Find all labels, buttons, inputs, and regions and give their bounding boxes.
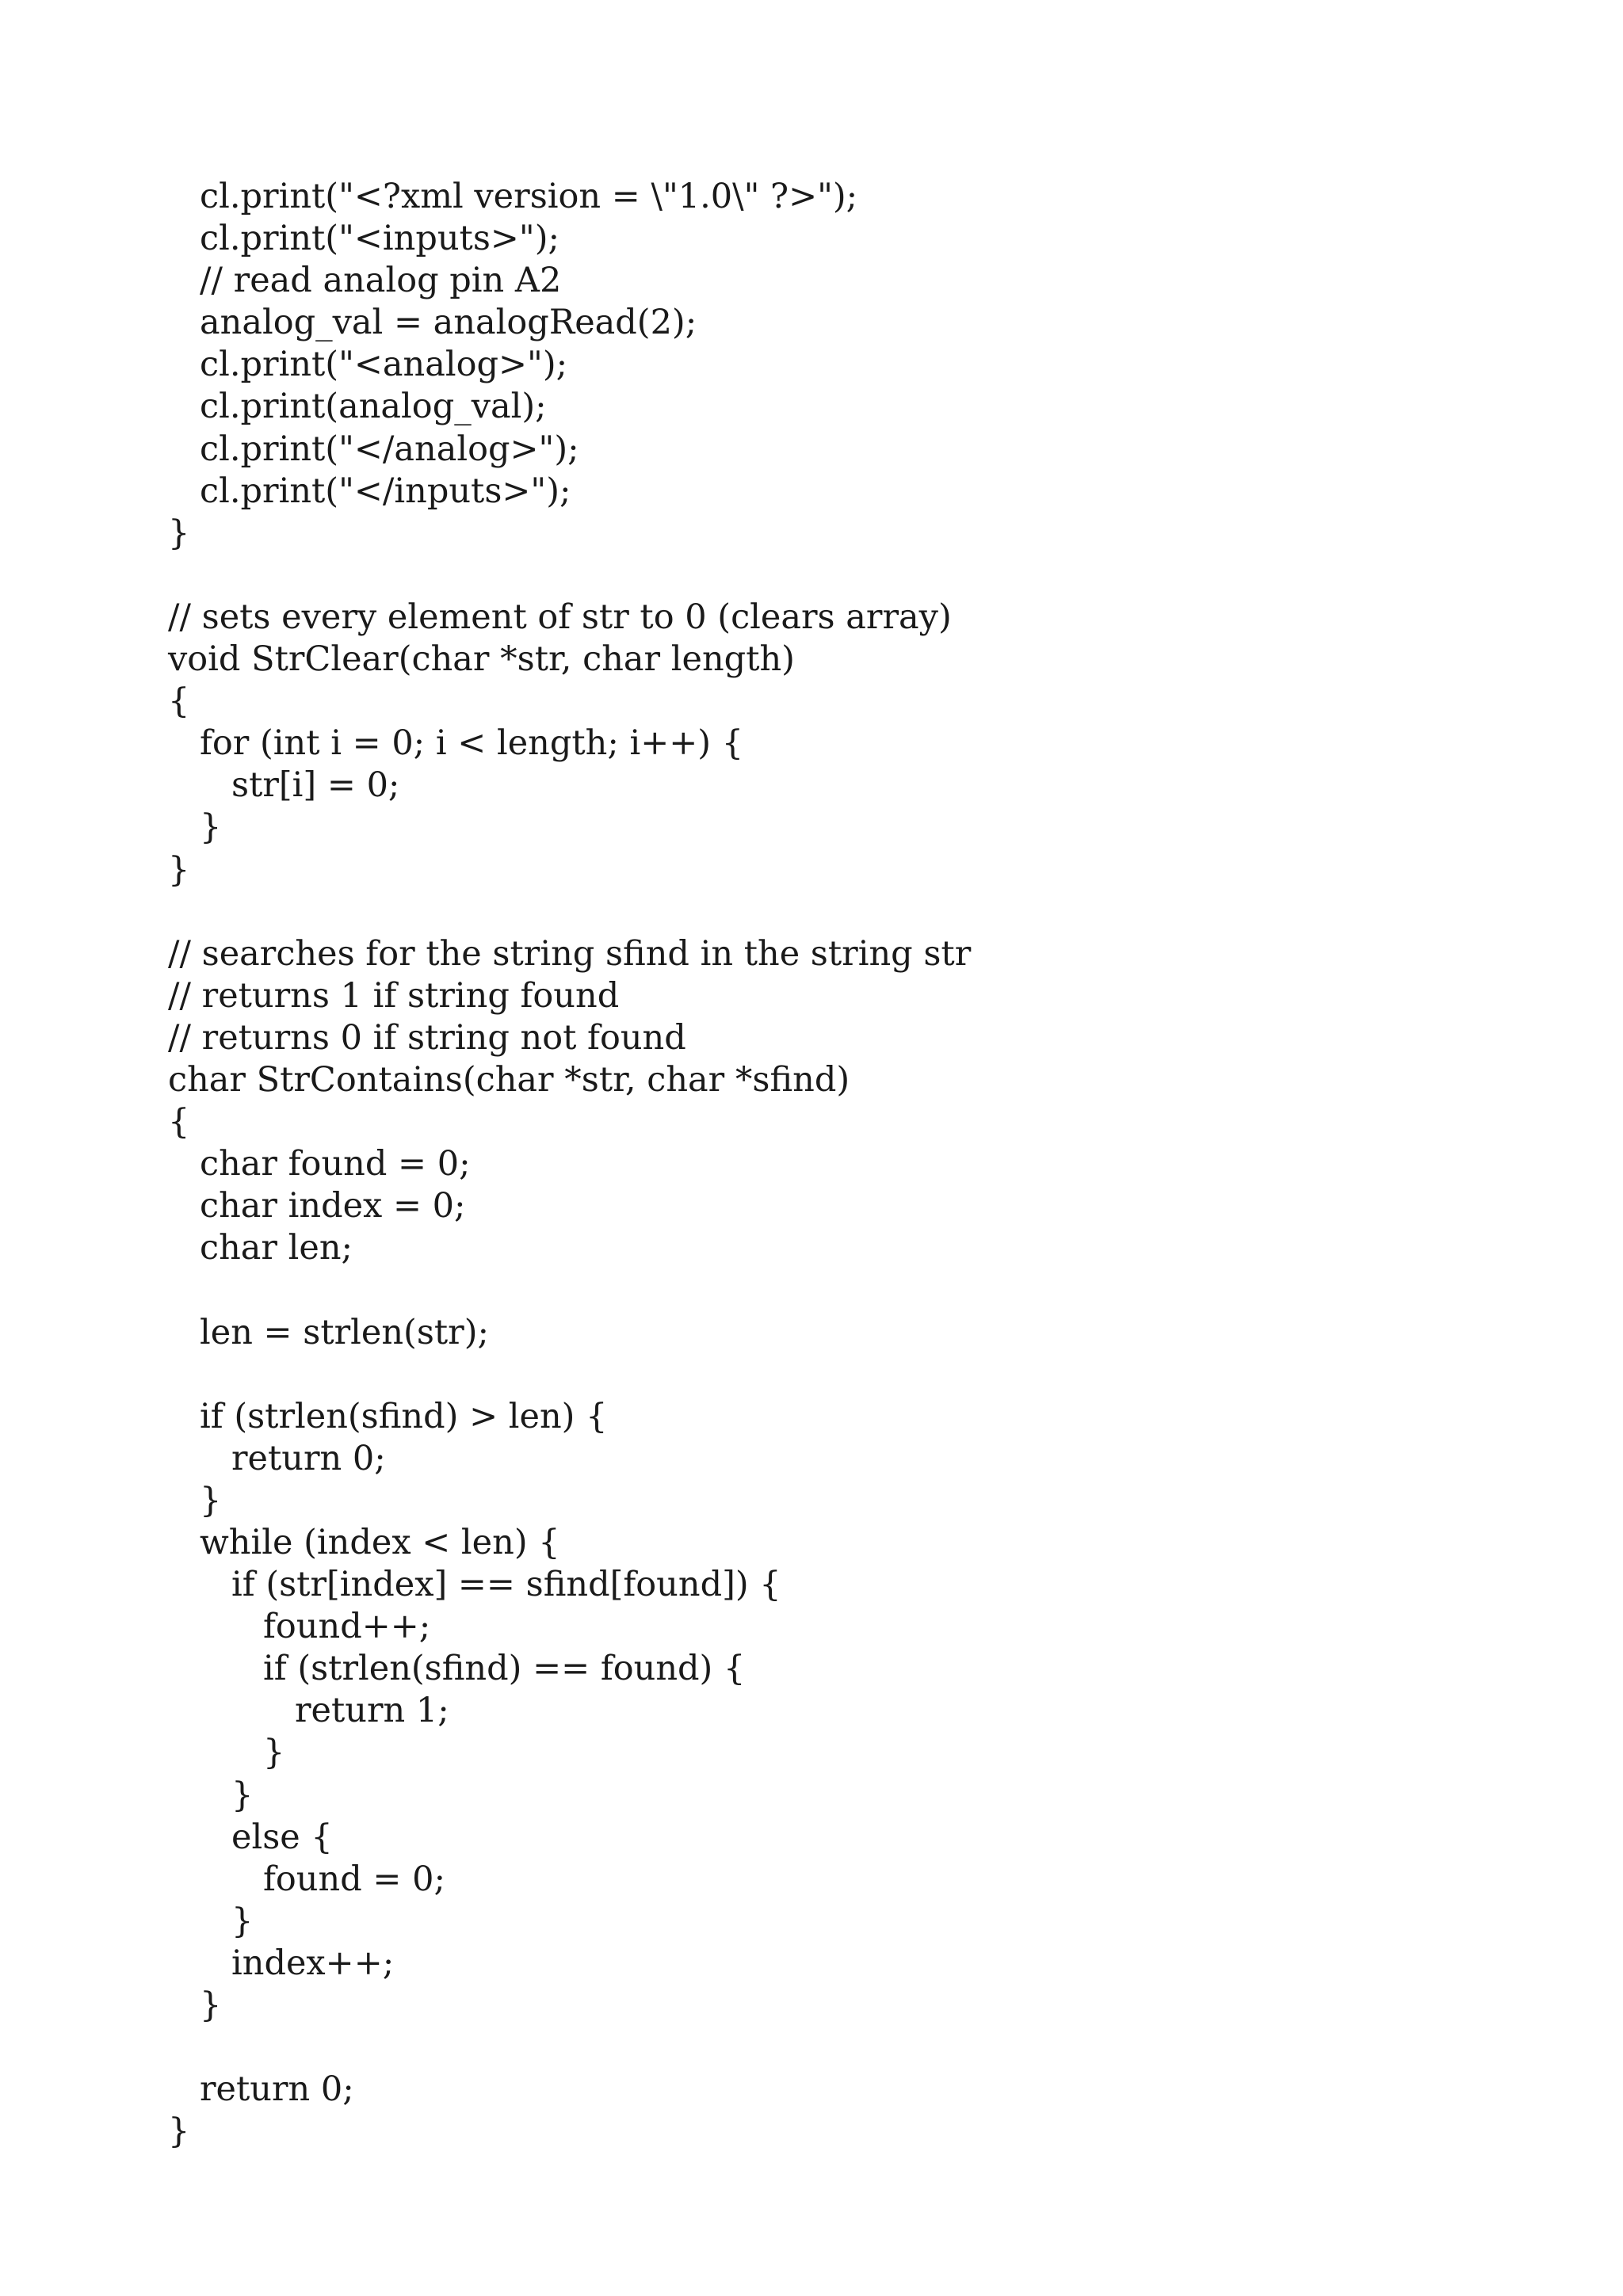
code-comment: // searches for the string sfind in the string str <box>168 933 972 974</box>
function-signature: char StrContains(char *str, char *sfind) <box>168 1059 850 1100</box>
code-line: { <box>168 681 190 722</box>
code-line: } <box>200 1480 222 1520</box>
code-line: cl.print(analog_val); <box>200 387 547 427</box>
code-line: if (strlen(sfind) == found) { <box>263 1649 746 1689</box>
code-line: for (int i = 0; i < length; i++) { <box>200 723 744 764</box>
code-line: return 1; <box>295 1691 449 1731</box>
code-line: } <box>231 1901 254 1941</box>
code-line: else { <box>231 1817 333 1857</box>
code-comment: // sets every element of str to 0 (clears array) <box>168 597 952 637</box>
blank-line <box>168 891 1515 933</box>
code-line: } <box>168 849 190 890</box>
code-line: } <box>200 807 222 848</box>
code-line: return 0; <box>200 2069 354 2110</box>
code-line: char len; <box>200 1228 353 1268</box>
code-line: cl.print("<analog>"); <box>200 345 568 385</box>
code-line: cl.print("</inputs>"); <box>200 471 571 511</box>
code-comment: // returns 0 if string not found <box>168 1017 686 1058</box>
code-line: char index = 0; <box>200 1186 466 1226</box>
blank-line <box>168 555 1515 597</box>
function-signature: void StrClear(char *str, char length) <box>168 639 795 680</box>
code-line: while (index < len) { <box>200 1523 560 1562</box>
blank-line <box>168 2027 1515 2069</box>
code-comment: // returns 1 if string found <box>168 975 620 1016</box>
code-line: analog_val = analogRead(2); <box>200 303 697 343</box>
code-comment: // read analog pin A2 <box>200 261 562 301</box>
code-line: len = strlen(str); <box>200 1312 489 1352</box>
code-line: if (str[index] == sfind[found]) { <box>231 1565 781 1605</box>
code-line: cl.print("</analog>"); <box>200 429 579 469</box>
code-line: found++; <box>263 1607 431 1647</box>
code-line: } <box>168 2111 190 2152</box>
code-line: { <box>168 1102 190 1142</box>
code-line: } <box>168 513 190 553</box>
code-line: cl.print("<inputs>"); <box>200 219 559 259</box>
blank-line <box>168 1354 1515 1396</box>
code-line: char found = 0; <box>200 1144 471 1184</box>
code-line: } <box>231 1775 254 1815</box>
code-line: index++; <box>231 1943 395 1983</box>
code-line: str[i] = 0; <box>231 765 400 806</box>
code-line: } <box>263 1733 285 1773</box>
code-line: found = 0; <box>263 1859 445 1899</box>
code-listing <box>168 176 1515 2153</box>
code-line: if (strlen(sfind) > len) { <box>200 1396 608 1436</box>
code-line: return 0; <box>231 1438 386 1478</box>
code-line: } <box>200 1985 222 2026</box>
code-line: cl.print("<?xml version = \"1.0\" ?>"); <box>200 177 858 216</box>
blank-line <box>168 1269 1515 1311</box>
